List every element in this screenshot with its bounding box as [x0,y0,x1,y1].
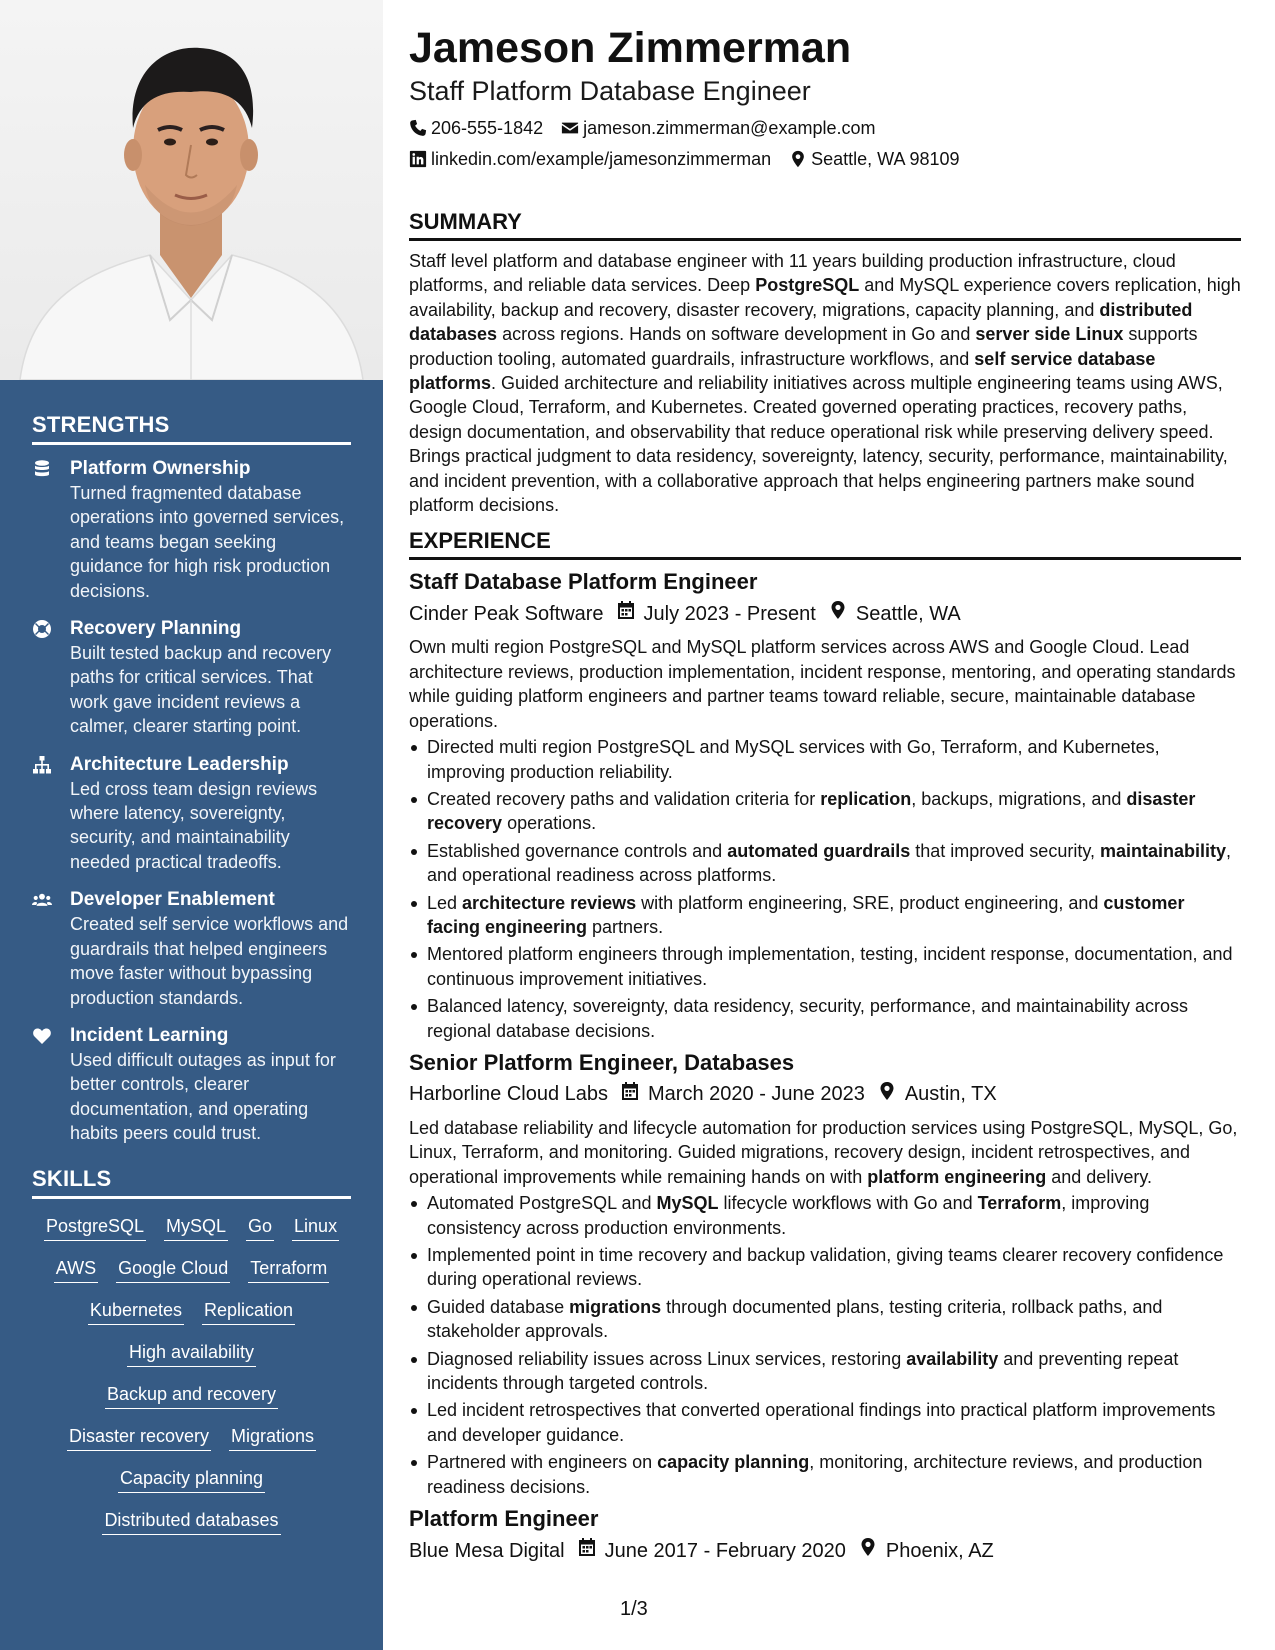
job-role: Platform Engineer [409,1506,599,1532]
text-run: supports production tooling, automated guardrails, infrastructure workflows, and [409,324,1198,369]
text-run: and preventing repeat incidents through targeted controls. [427,1348,1179,1394]
text-run: Balanced latency, sovereignty, data residency, security, performance, and maintainability across regional database decisions. [427,996,1189,1041]
skill-tag: PostgreSQL [44,1213,146,1241]
text-run: , backups, migrations, and [911,788,1127,809]
skill-row [32,1507,351,1535]
profile-photo [0,0,383,380]
bold-text: MySQL [656,1193,719,1214]
database-icon [32,457,70,603]
text-run: with platform engineering, SRE, product engineering, and [636,892,1104,913]
candidate-title: Staff Platform Database Engineer [409,76,811,106]
strength-description: Built tested backup and recovery paths for critical services. That work gave incident reviews a calmer, clearer starting point. [70,643,332,737]
strength-item [32,617,351,739]
text-run: Created recovery paths and validation criteria for [427,788,821,809]
skill-tag: Disaster recovery [67,1423,211,1451]
text-run: Directed multi region PostgreSQL and MySQL services with Go, Terraform, and Kubernetes, improving production reliability. [427,737,1160,782]
job-role: Staff Database Platform Engineer [409,569,758,595]
job-role: Senior Platform Engineer, Databases [409,1049,795,1075]
job-dates: March 2020 - June 2023 [648,1083,865,1106]
skill-tag: Migrations [229,1423,316,1451]
calendar-icon [608,1081,648,1108]
bullet-item [409,1191,1241,1240]
sitemap-icon [32,753,70,875]
strength-title: Platform Ownership [70,458,251,479]
skill-tag: Linux [292,1213,339,1241]
calendar-icon [604,600,644,627]
text-run: , monitoring, architecture reviews, and production readiness decisions. [427,1452,1203,1497]
skill-tag: MySQL [164,1213,228,1241]
strength-item [32,457,351,603]
text-run: , improving consistency across production environments. [427,1193,1150,1238]
strength-title: Recovery Planning [70,618,242,640]
bullet-item [409,1450,1241,1499]
contact-location [789,148,959,170]
experience-list [409,568,1241,1564]
text-run: Implemented point in time recovery and backup validation, giving teams clearer recovery confidence during operational reviews. [427,1245,1224,1290]
envelope-icon [561,119,579,137]
bold-text: Terraform [977,1193,1062,1214]
text-run: Led database reliability and lifecycle automation for production services using PostgreSQL, MySQL, Go, Linux, Terraform, and monitoring. Guided migrations, recovery design, incident retrospectives, and operational improvements while remaining hands on with [409,1117,1238,1187]
text-run: , and operational readiness across platforms. [427,840,1232,886]
job-dates: June 2017 - February 2020 [604,1539,846,1562]
skill-row [32,1339,351,1367]
skills-list [32,1213,351,1535]
skill-row [32,1255,351,1283]
job-entry [409,568,1241,1043]
skill-tag: Backup and recovery [105,1381,278,1409]
text-run: Guided database [427,1296,570,1317]
bullet-item [409,1347,1241,1396]
bullet-item [409,735,1241,784]
bold-text: capacity planning [657,1452,810,1473]
job-dates: July 2023 - Present [643,602,816,625]
skill-tag: Terraform [248,1255,329,1283]
job-meta [409,1537,1241,1564]
location-text: Seattle, WA 98109 [811,149,960,169]
map-pin-icon [789,150,807,168]
bold-text: replication [820,788,912,809]
strength-description: Turned fragmented database operations into governed services, and teams began seeking guidance for high risk production decisions. [70,483,345,601]
bold-text: self service database platforms [409,348,1156,394]
bullet-item [409,1295,1241,1344]
strength-item [32,1024,351,1146]
sidebar-content [32,412,351,1549]
job-meta [409,1081,1241,1108]
job-company: Blue Mesa Digital [409,1539,565,1562]
job-location: Phoenix, AZ [885,1539,994,1562]
job-location: Austin, TX [904,1083,997,1106]
text-run: . Guided architecture and reliability initiatives across multiple engineering teams using AWS, Google Cloud, Terraform, and Kubernetes. Created governed operating practices, recovery paths, design documentation, and observability that reduce operational risk while preserving delivery speed. Brings practical judgment to data residency, sovereignty, latency, security, performance, maintainability, and incident prevention, with a collaborative approach that helps engineering partners make sound platform decisions. [409,373,1228,516]
bullet-item [409,1398,1241,1447]
bold-text: customer facing engineering [427,892,1185,937]
life-ring-icon [32,617,70,739]
skill-tag: Kubernetes [88,1297,184,1325]
strength-title: Incident Learning [70,1024,229,1046]
strength-description: Led cross team design reviews where latency, sovereignty, security, and maintainability needed practical tradeoffs. [70,778,318,872]
bold-text: server side Linux [975,324,1124,345]
text-run: lifecycle workflows with Go and [718,1193,978,1214]
text-run: through documented plans, testing criteria, rollback paths, and stakeholder approvals. [427,1296,1163,1342]
contact-phone[interactable] [409,117,543,139]
strengths-heading: STRENGTHS [32,412,351,445]
bullet-item [409,994,1241,1043]
skill-tag: Distributed databases [102,1507,280,1535]
linkedin-url: linkedin.com/example/jamesonzimmerman [431,149,772,169]
phone-icon [409,119,427,137]
text-run: Automated PostgreSQL and [427,1193,657,1214]
strength-item [32,888,351,1010]
text-run: Partnered with engineers on [427,1452,658,1473]
job-location: Seattle, WA [855,602,961,625]
bold-text: architecture reviews [462,892,637,913]
bold-text: PostgreSQL [755,275,860,296]
job-company: Cinder Peak Software [409,602,604,625]
job-entry [409,1049,1241,1499]
bold-text: migrations [569,1296,662,1317]
text-run: and delivery. [1046,1166,1152,1187]
text-run: across regions. Hands on software development in Go and [497,324,976,345]
strength-title: Architecture Leadership [70,753,289,775]
skill-tag: Replication [202,1297,295,1325]
bold-text: disaster recovery [427,788,1196,834]
skill-tag: AWS [54,1255,98,1283]
bullet-item [409,891,1241,940]
skill-tag: Capacity planning [118,1465,265,1493]
calendar-icon [565,1537,605,1564]
text-run: operations. [502,813,597,834]
bullet-item [409,787,1241,836]
phone-number: 206-555-1842 [431,118,544,138]
skill-row [32,1381,351,1409]
sidebar [0,0,383,1650]
text-run: Mentored platform engineers through implementation, testing, incident response, documentation, and continuous improvement initiatives. [427,944,1233,989]
map-pin-icon [865,1081,905,1108]
contact-linkedin[interactable] [409,148,771,170]
bold-text: automated guardrails [727,840,911,861]
skill-row [32,1465,351,1493]
job-company: Harborline Cloud Labs [409,1083,609,1106]
text-run: Led [427,892,463,913]
job-description: Own multi region PostgreSQL and MySQL platform services across AWS and Google Cloud. Lead architecture reviews, production implementation, incident response, mentoring, and operating standards while guiding platform engineers and partner teams toward reliable, secure, maintainable database operations. [409,637,1236,731]
skill-row [32,1297,351,1325]
text-run: Led incident retrospectives that converted operational findings into practical platform improvements and developer guidance. [427,1400,1216,1445]
bold-text: maintainability [1100,840,1227,861]
job-entry [409,1505,1241,1564]
skill-row [32,1423,351,1451]
bullet-item [409,942,1241,991]
linkedin-icon [409,150,427,168]
text-run: Staff level platform and database engineer with 11 years building production infrastructure, cloud platforms, and reliable data services. Deep [409,251,1176,296]
strength-description: Created self service workflows and guardrails that helped engineers move faster without bypassing production standards. [70,914,349,1008]
users-icon [32,888,70,1010]
text-run: and MySQL experience covers replication, high availability, backup and recovery, disaster recovery, migrations, capacity planning, and [409,275,1241,320]
bullet-item [409,1243,1241,1292]
summary-heading: SUMMARY [409,208,1241,241]
candidate-name: Jameson Zimmerman [409,24,852,72]
job-description [409,1116,1241,1189]
map-pin-icon [816,600,856,627]
bold-text: distributed databases [409,299,1193,345]
skill-row [32,1213,351,1241]
text-run: that improved security, [910,840,1100,861]
email-address: jameson.zimmerman@example.com [583,118,876,138]
map-pin-icon [846,1537,886,1564]
text-run: partners. [587,916,664,937]
job-bullets [409,735,1241,1043]
strength-item [32,753,351,875]
heart-icon [32,1024,70,1146]
job-bullets [409,1191,1241,1499]
skill-tag: Go [246,1213,274,1241]
bold-text: platform engineering [867,1166,1047,1187]
job-meta [409,600,1241,627]
contact-line [409,117,1241,139]
skill-tag: Google Cloud [116,1255,230,1283]
strength-description: Used difficult outages as input for better controls, clearer documentation, and operating habits peers could trust. [70,1049,336,1144]
main-content [409,22,1241,1572]
contact-line [409,148,1241,170]
text-run: Established governance controls and [427,840,728,861]
skill-tag: High availability [127,1339,256,1367]
text-run: Diagnosed reliability issues across Linux services, restoring [427,1348,907,1369]
profile-photo-illustration [0,0,383,380]
bold-text: availability [906,1348,999,1369]
summary-text [409,249,1241,517]
page-number: 1/3 [620,1598,648,1620]
experience-heading: EXPERIENCE [409,527,1241,560]
skills-heading: SKILLS [32,1166,351,1199]
bullet-item [409,839,1241,888]
strength-title: Developer Enablement [70,889,275,911]
contact-email[interactable] [561,117,875,139]
